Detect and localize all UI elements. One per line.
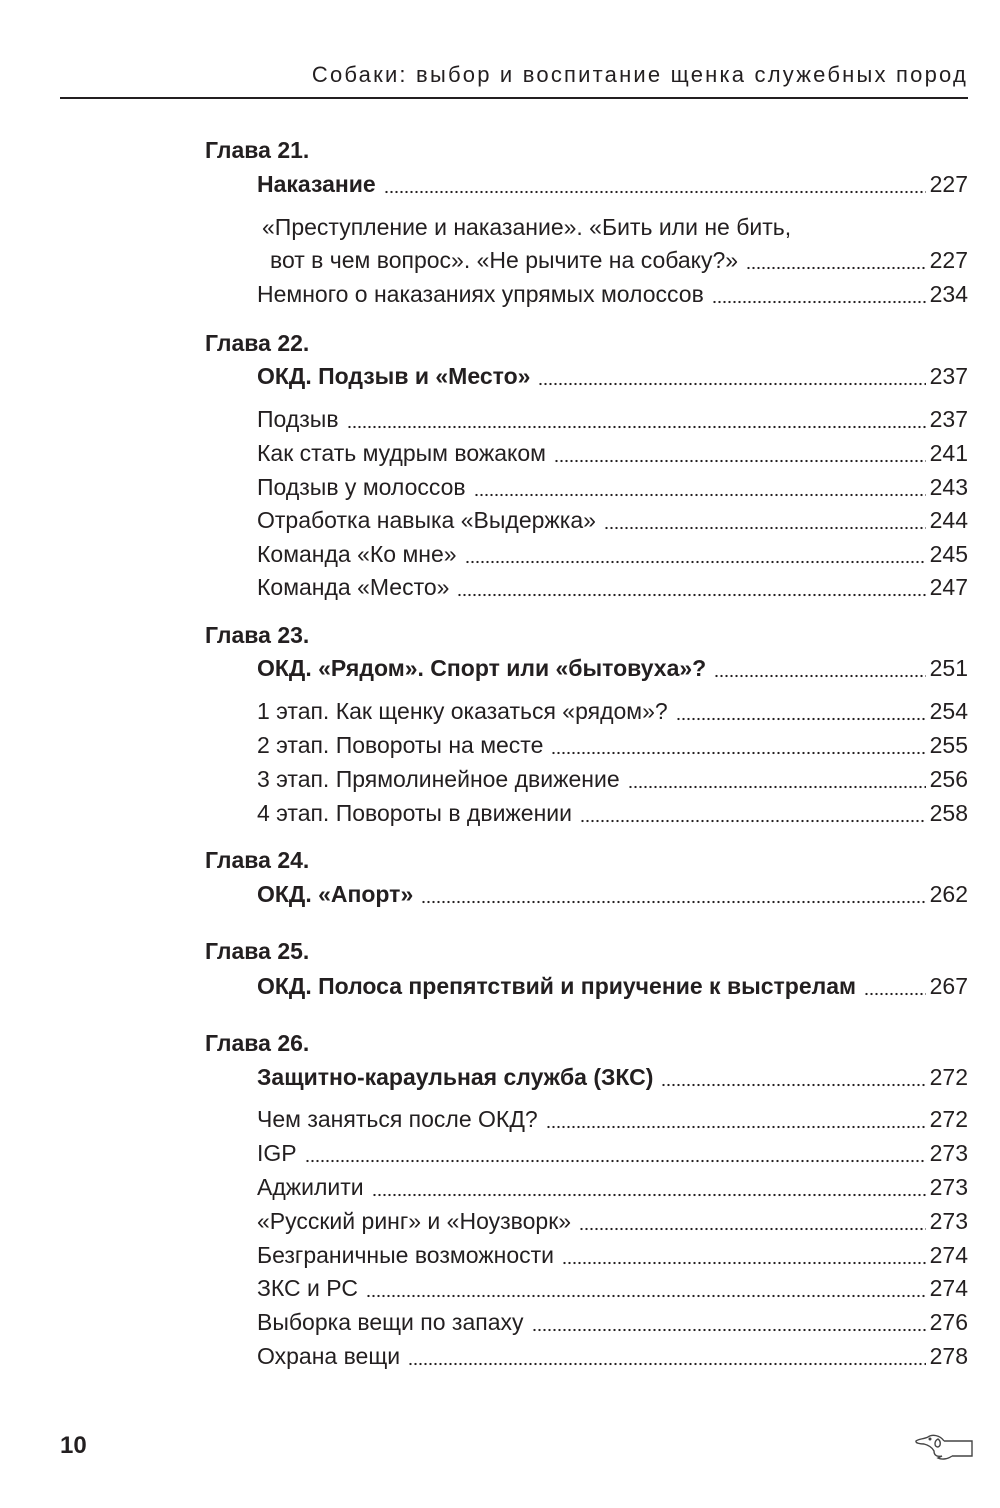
chapter-label: Глава 21. xyxy=(205,137,310,163)
header-rule xyxy=(60,97,968,99)
dot-leader xyxy=(661,1082,925,1088)
entry-page: 273 xyxy=(929,1140,968,1166)
chapter-label: Глава 23. xyxy=(205,622,310,648)
running-header: Собаки: выбор и воспитание щенка служебных пород xyxy=(311,62,968,87)
entry-title: «Русский ринг» и «Ноузворк» xyxy=(257,1208,572,1234)
entry-page: 255 xyxy=(929,732,968,758)
entry-page: 234 xyxy=(929,281,968,307)
entry-title: ОКД. Подзыв и «Место» xyxy=(257,363,531,389)
toc-entry[interactable] xyxy=(257,1343,968,1373)
entry-title: вот в чем вопрос». «Не рычите на собаку?» xyxy=(270,247,739,273)
dot-leader xyxy=(676,716,926,722)
entry-title: Чем заняться после ОКД? xyxy=(257,1106,538,1132)
entry-title: Наказание xyxy=(257,171,376,197)
toc-entry[interactable] xyxy=(257,440,968,470)
entry-page: 227 xyxy=(929,247,968,273)
entry-page: 237 xyxy=(929,363,968,389)
entry-title: Аджилити xyxy=(257,1174,364,1200)
chapter-label: Глава 24. xyxy=(205,847,310,873)
dot-leader xyxy=(408,1361,926,1367)
dot-leader xyxy=(551,750,925,756)
dot-leader xyxy=(714,673,925,679)
entry-page: 262 xyxy=(929,881,968,907)
entry-page: 278 xyxy=(929,1343,968,1369)
entry-first-line: «Преступление и наказание». «Бить или не бить, xyxy=(262,214,792,240)
chapter-title-entry[interactable] xyxy=(257,973,968,1003)
toc-entry[interactable] xyxy=(257,1242,968,1272)
entry-page: 251 xyxy=(929,655,968,681)
dot-leader xyxy=(746,265,926,271)
entry-title: Команда «Место» xyxy=(257,574,450,600)
dot-leader xyxy=(366,1293,926,1299)
dot-leader xyxy=(562,1260,926,1266)
entry-title: Команда «Ко мне» xyxy=(257,541,457,567)
dot-leader xyxy=(421,899,925,905)
entry-page: 272 xyxy=(929,1106,968,1132)
entry-page: 227 xyxy=(929,171,968,197)
dot-leader xyxy=(546,1124,926,1130)
entry-title: 1 этап. Как щенку оказаться «рядом»? xyxy=(257,698,668,724)
chapter-title-entry[interactable] xyxy=(257,171,968,201)
entry-title: ОКД. Полоса препятствий и приучение к выстрелам xyxy=(257,973,857,999)
entry-title: 2 этап. Повороты на месте xyxy=(257,732,544,758)
entry-page: 273 xyxy=(929,1208,968,1234)
dot-leader xyxy=(384,189,926,195)
entry-title: IGP xyxy=(257,1140,297,1166)
dot-leader xyxy=(712,299,926,305)
entry-title: Безграничные возможности xyxy=(257,1242,554,1268)
entry-title: ОКД. «Рядом». Спорт или «бытовуха»? xyxy=(257,655,707,681)
entry-title: Подзыв xyxy=(257,406,339,432)
chapter-label: Глава 22. xyxy=(205,330,310,356)
toc-entry[interactable] xyxy=(257,474,968,504)
entry-page: 237 xyxy=(929,406,968,432)
chapter-title-entry[interactable] xyxy=(257,881,968,911)
entry-page: 247 xyxy=(929,574,968,600)
toc-entry[interactable] xyxy=(257,281,968,311)
dot-leader xyxy=(538,381,925,387)
entry-title: Выборка вещи по запаху xyxy=(257,1309,524,1335)
chapter-title-entry[interactable] xyxy=(257,363,968,393)
toc-entry[interactable] xyxy=(257,1174,968,1204)
dot-leader xyxy=(532,1327,926,1333)
toc-entry[interactable] xyxy=(257,574,968,604)
toc-entry[interactable] xyxy=(270,247,968,277)
toc-entry[interactable] xyxy=(257,507,968,537)
entry-page: 272 xyxy=(929,1064,968,1090)
toc-entry[interactable] xyxy=(257,541,968,571)
entry-title: ОКД. «Апорт» xyxy=(257,881,414,907)
dot-leader xyxy=(580,818,926,824)
entry-title: 3 этап. Прямолинейное движение xyxy=(257,766,620,792)
entry-title: 4 этап. Повороты в движении xyxy=(257,800,572,826)
chapter-label: Глава 25. xyxy=(205,938,310,964)
entry-page: 244 xyxy=(929,507,968,533)
entry-page: 241 xyxy=(929,440,968,466)
dot-leader xyxy=(474,492,926,498)
entry-title: ЗКС и РС xyxy=(257,1275,358,1301)
toc-entry[interactable] xyxy=(257,766,968,796)
dot-leader xyxy=(347,424,926,430)
chapter-title-entry[interactable] xyxy=(257,655,968,685)
dot-leader xyxy=(554,458,926,464)
toc-entry[interactable] xyxy=(257,1309,968,1339)
toc-entry[interactable] xyxy=(257,1275,968,1305)
dot-leader xyxy=(465,559,926,565)
entry-title: Отработка навыка «Выдержка» xyxy=(257,507,596,533)
dot-leader xyxy=(864,991,926,997)
dot-leader xyxy=(372,1192,926,1198)
entry-title: Как стать мудрым вожаком xyxy=(257,440,546,466)
entry-page: 276 xyxy=(929,1309,968,1335)
dot-leader xyxy=(604,525,926,531)
toc-entry[interactable] xyxy=(257,1140,968,1170)
chapter-label: Глава 26. xyxy=(205,1030,310,1056)
entry-page: 256 xyxy=(929,766,968,792)
dachshund-icon xyxy=(912,1425,976,1470)
dot-leader xyxy=(457,592,925,598)
entry-page: 258 xyxy=(929,800,968,826)
toc-entry[interactable] xyxy=(257,732,968,762)
entry-page: 243 xyxy=(929,474,968,500)
entry-page: 254 xyxy=(929,698,968,724)
entry-page: 267 xyxy=(929,973,968,999)
toc-entry[interactable] xyxy=(257,1106,968,1136)
toc-entry[interactable] xyxy=(257,406,968,436)
entry-title: Охрана вещи xyxy=(257,1343,401,1369)
page-number: 10 xyxy=(60,1432,87,1459)
toc-entry[interactable] xyxy=(257,1208,968,1238)
entry-page: 274 xyxy=(929,1242,968,1268)
dot-leader xyxy=(305,1158,926,1164)
chapter-title-entry[interactable] xyxy=(257,1064,968,1094)
entry-title: Защитно-караульная служба (ЗКС) xyxy=(257,1064,654,1090)
entry-title: Подзыв у молоссов xyxy=(257,474,466,500)
entry-page: 273 xyxy=(929,1174,968,1200)
entry-page: 274 xyxy=(929,1275,968,1301)
toc-entry[interactable] xyxy=(257,800,968,830)
entry-page: 245 xyxy=(929,541,968,567)
entry-title: Немного о наказаниях упрямых молоссов xyxy=(257,281,704,307)
toc-entry[interactable] xyxy=(257,698,968,728)
dot-leader xyxy=(628,784,926,790)
dot-leader xyxy=(579,1226,926,1232)
